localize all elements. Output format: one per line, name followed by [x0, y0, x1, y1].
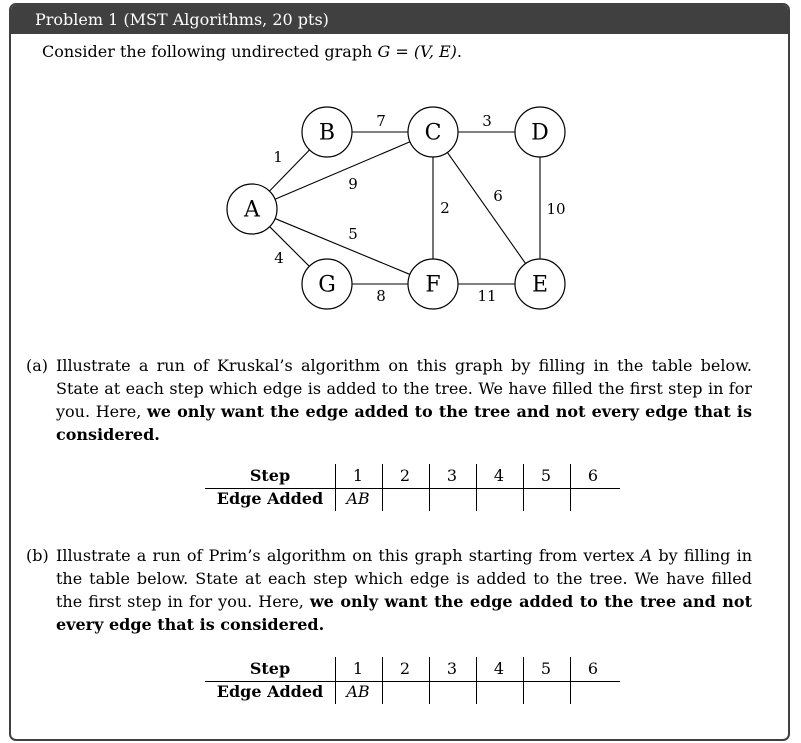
node-label-C: C: [424, 120, 442, 146]
edge-weight-FE: 11: [477, 287, 497, 305]
graph-nodes: [227, 107, 565, 309]
edge-weight-DE: 10: [546, 200, 566, 218]
prim-edge-header: Edge Added: [216, 682, 324, 701]
edge-CE: [447, 152, 525, 263]
edge-weight-CD: 3: [482, 112, 492, 130]
part-b-text: [56, 544, 752, 636]
part-b-plain-1: Illustrate a run of Prim’s algorithm on this graph starting from vertex: [56, 546, 641, 565]
part-b: [26, 544, 752, 636]
node-label-B: B: [318, 120, 336, 146]
node-label-A: A: [244, 197, 260, 223]
part-a-bold: we only want the edge added to the tree and not every edge that is considered.: [56, 402, 752, 444]
kruskal-step-header: Step: [249, 466, 291, 485]
prim-step-3: 3: [446, 659, 458, 678]
node-label-G: G: [318, 272, 336, 298]
kruskal-step-2: 2: [399, 466, 411, 485]
kruskal-step-4: 4: [493, 466, 505, 485]
part-b-vertex: A: [640, 546, 653, 565]
edge-weight-AB: 1: [273, 148, 283, 166]
node-label-F: F: [425, 272, 441, 298]
edge-weight-AF: 5: [348, 225, 358, 243]
prim-table-rule: [205, 681, 620, 682]
intro-math: G = (V, E): [377, 42, 457, 61]
node-label-D: D: [531, 120, 549, 146]
prim-step-2: 2: [399, 659, 411, 678]
prim-step-4: 4: [493, 659, 505, 678]
edge-weight-AG: 4: [274, 249, 284, 267]
edge-weight-AC: 9: [348, 175, 358, 193]
prim-edge-cell-1: AB: [346, 682, 370, 701]
prim-step-5: 5: [540, 659, 552, 678]
part-b-label: (b): [26, 546, 49, 565]
prim-table: [205, 657, 625, 707]
kruskal-step-1: 1: [352, 466, 364, 485]
part-a-plain: Illustrate a run of Kruskal’s algorithm on this graph by filling in the table below. State at each step which edge is added to the tree. We have filled the first step in for you. Here,: [56, 356, 752, 421]
part-a-label: (a): [26, 356, 49, 375]
graph-diagram: [0, 0, 801, 330]
problem-title: Problem 1 (MST Algorithms, 20 pts): [11, 5, 788, 34]
part-b-bold: we only want the edge added to the tree and not every edge that is considered.: [56, 592, 752, 634]
kruskal-table: [205, 464, 625, 514]
node-label-E: E: [531, 272, 549, 298]
edge-weight-GF: 8: [376, 287, 386, 305]
part-a-text: [56, 354, 752, 446]
kruskal-step-3: 3: [446, 466, 458, 485]
kruskal-edge-header: Edge Added: [216, 489, 324, 508]
prim-step-1: 1: [352, 659, 364, 678]
kruskal-step-6: 6: [587, 466, 599, 485]
intro-before: Consider the following undirected graph: [42, 42, 378, 61]
prim-step-6: 6: [587, 659, 599, 678]
kruskal-edge-cell-1: AB: [346, 489, 370, 508]
part-b-plain-2: by filling in the table below. State at each step which edge is added to the tree. We have filled the first step in for you. Here,: [56, 546, 752, 611]
kruskal-table-rule: [205, 488, 620, 489]
kruskal-step-5: 5: [540, 466, 552, 485]
part-a: [26, 354, 752, 446]
edge-weight-CF: 2: [440, 199, 450, 217]
edge-weight-CE: 6: [493, 187, 503, 205]
edge-weight-BC: 7: [376, 112, 386, 130]
intro-after: .: [456, 42, 462, 61]
prim-step-header: Step: [249, 659, 291, 678]
